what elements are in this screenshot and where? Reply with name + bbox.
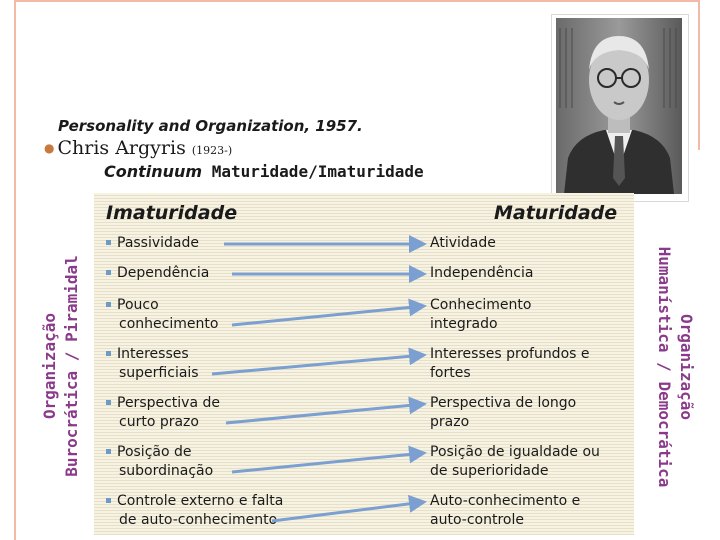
continuum-rest: Maturidade/Imaturidade	[202, 162, 424, 181]
connector-arrow	[232, 306, 424, 325]
left-cell-line2: superficiais	[119, 365, 199, 381]
right-cell-line2: auto-controle	[430, 512, 524, 528]
orange-circle-bullet-icon: ●	[44, 141, 55, 155]
right-side-label-line1: Organização	[677, 314, 696, 420]
left-cell-line1: Dependência	[117, 265, 210, 281]
right-cell-line1: Interesses profundos e	[430, 346, 590, 362]
left-cell-line1: Controle externo e falta	[117, 493, 284, 509]
left-cell-line2: conhecimento	[119, 316, 219, 332]
connector-arrow	[212, 355, 424, 374]
right-cell-line2: prazo	[430, 414, 470, 430]
book-title: Personality and Organization, 1957.	[58, 117, 363, 135]
connector-arrow	[226, 404, 424, 423]
left-cell-line1: Interesses	[117, 346, 189, 362]
author-years: (1923-)	[191, 144, 233, 157]
left-cell-line1: Pouco	[117, 297, 159, 313]
right-cell-line1: Posição de igualdade ou	[430, 444, 600, 460]
left-cell-line2: de auto-conhecimento	[119, 512, 278, 528]
right-cell-line2: integrado	[430, 316, 498, 332]
author-name: Chris Argyris	[57, 137, 186, 159]
left-cell-line2: subordinação	[119, 463, 214, 479]
left-cell-line2: curto prazo	[119, 414, 199, 430]
right-cell-line1: Independência	[430, 265, 534, 281]
left-side-label-line2: Burocrática / Piramidal	[62, 255, 81, 477]
right-cell-line1: Atividade	[430, 235, 496, 251]
right-column-header: Maturidade	[494, 202, 618, 224]
right-cell-line2: fortes	[430, 365, 471, 381]
left-cell-line1: Perspectiva de	[117, 395, 220, 411]
right-cell-line1: Conhecimento	[430, 297, 532, 313]
left-side-label-line1: Organização	[40, 313, 59, 419]
right-side-label-line2: Humanística / Democrática	[655, 246, 674, 488]
left-cell-line1: Posição de	[117, 444, 192, 460]
right-cell-line1: Perspectiva de longo	[430, 395, 577, 411]
connector-arrow	[232, 453, 424, 472]
right-side-label	[640, 214, 696, 520]
continuum-word: Continuum	[104, 162, 203, 181]
left-column-header: Imaturidade	[106, 202, 238, 224]
connector-arrow	[272, 502, 424, 521]
left-side-label	[40, 232, 88, 500]
left-cell-line1: Passividade	[117, 235, 200, 251]
right-cell-line2: de superioridade	[430, 463, 549, 479]
right-cell-line1: Auto-conhecimento e	[430, 493, 581, 509]
